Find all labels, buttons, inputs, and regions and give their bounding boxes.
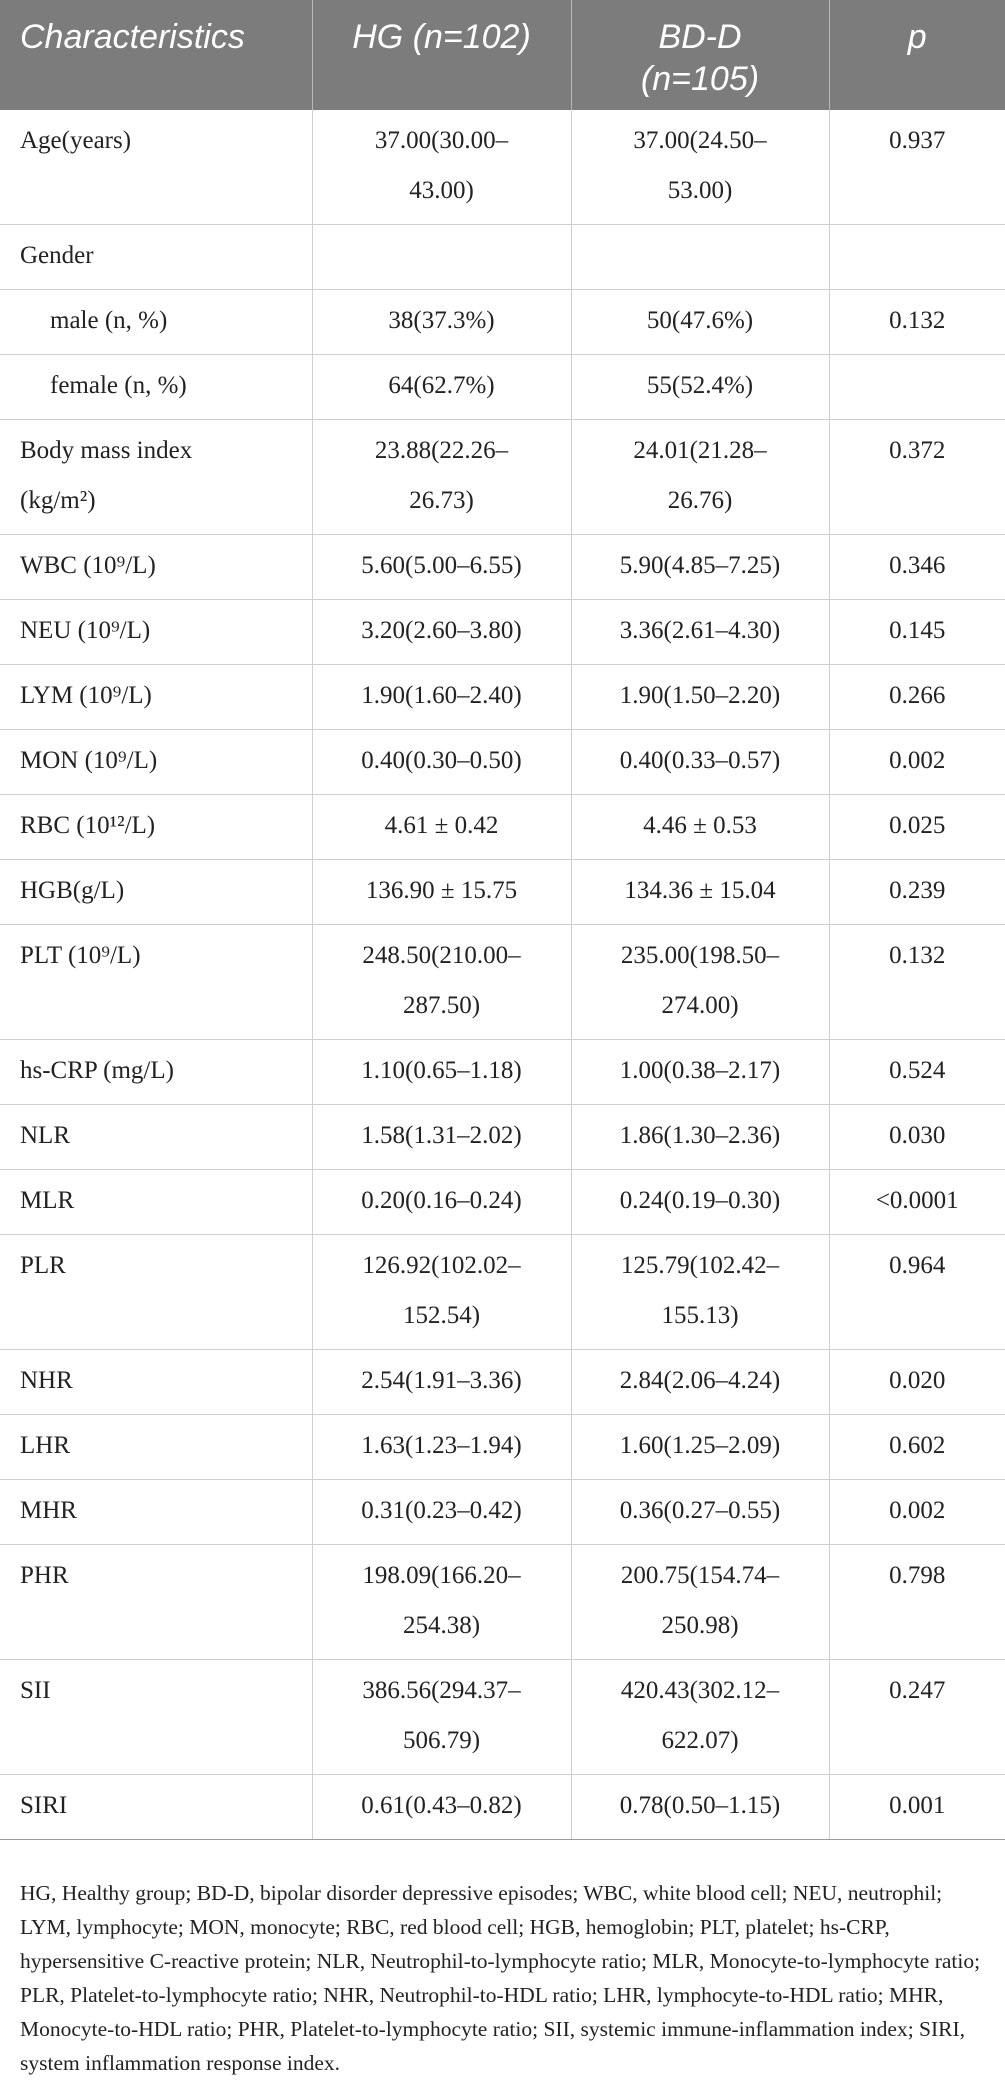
hg-value: 1.63(1.23–1.94) — [312, 1415, 571, 1480]
hg-value: 64(62.7%) — [312, 355, 571, 420]
table-row — [0, 535, 1005, 600]
row-label: Body mass index (kg/m²) — [0, 420, 312, 535]
hg-value: 1.90(1.60–2.40) — [312, 665, 571, 730]
table-row — [0, 1545, 1005, 1660]
hg-value: 136.90 ± 15.75 — [312, 860, 571, 925]
bdd-value: 200.75(154.74– 250.98) — [571, 1545, 829, 1660]
p-value: 0.025 — [829, 795, 1005, 860]
bdd-value: 134.36 ± 15.04 — [571, 860, 829, 925]
table-row — [0, 420, 1005, 535]
table-row — [0, 1775, 1005, 1840]
table-row — [0, 1235, 1005, 1350]
row-label: MHR — [0, 1480, 312, 1545]
p-value: 0.239 — [829, 860, 1005, 925]
table-row — [0, 795, 1005, 860]
bdd-value: 0.36(0.27–0.55) — [571, 1480, 829, 1545]
table-row — [0, 1350, 1005, 1415]
bdd-value: 24.01(21.28– 26.76) — [571, 420, 829, 535]
row-label: female (n, %) — [0, 355, 312, 420]
hg-value: 0.40(0.30–0.50) — [312, 730, 571, 795]
table-row — [0, 290, 1005, 355]
row-label: PHR — [0, 1545, 312, 1660]
p-value: 0.001 — [829, 1775, 1005, 1840]
bdd-value: 420.43(302.12– 622.07) — [571, 1660, 829, 1775]
row-label: hs-CRP (mg/L) — [0, 1040, 312, 1105]
p-value: 0.247 — [829, 1660, 1005, 1775]
table-body — [0, 110, 1005, 1840]
hg-value: 3.20(2.60–3.80) — [312, 600, 571, 665]
hg-value: 0.61(0.43–0.82) — [312, 1775, 571, 1840]
row-label: LHR — [0, 1415, 312, 1480]
table-row — [0, 730, 1005, 795]
p-value: 0.020 — [829, 1350, 1005, 1415]
p-value: 0.030 — [829, 1105, 1005, 1170]
table-row — [0, 1105, 1005, 1170]
row-label: RBC (10¹²/L) — [0, 795, 312, 860]
bdd-value: 1.60(1.25–2.09) — [571, 1415, 829, 1480]
row-label: SII — [0, 1660, 312, 1775]
table-row — [0, 600, 1005, 665]
bdd-value: 55(52.4%) — [571, 355, 829, 420]
p-value: 0.132 — [829, 925, 1005, 1040]
hg-value: 248.50(210.00– 287.50) — [312, 925, 571, 1040]
p-value — [829, 355, 1005, 420]
header-bdd: BD-D (n=105) — [571, 0, 829, 110]
hg-value: 1.10(0.65–1.18) — [312, 1040, 571, 1105]
hg-value — [312, 225, 571, 290]
bdd-value: 1.90(1.50–2.20) — [571, 665, 829, 730]
hg-value: 0.31(0.23–0.42) — [312, 1480, 571, 1545]
header-hg: HG (n=102) — [312, 0, 571, 110]
p-value: 0.266 — [829, 665, 1005, 730]
bdd-value — [571, 225, 829, 290]
p-value: 0.798 — [829, 1545, 1005, 1660]
row-label: PLT (10⁹/L) — [0, 925, 312, 1040]
table-row — [0, 925, 1005, 1040]
table-row — [0, 1415, 1005, 1480]
header-p: p — [829, 0, 1005, 110]
bdd-value: 3.36(2.61–4.30) — [571, 600, 829, 665]
hg-value: 0.20(0.16–0.24) — [312, 1170, 571, 1235]
bdd-value: 1.86(1.30–2.36) — [571, 1105, 829, 1170]
bdd-value: 0.78(0.50–1.15) — [571, 1775, 829, 1840]
hg-value: 198.09(166.20– 254.38) — [312, 1545, 571, 1660]
hg-value: 1.58(1.31–2.02) — [312, 1105, 571, 1170]
table-row — [0, 225, 1005, 290]
bdd-value: 37.00(24.50– 53.00) — [571, 110, 829, 225]
hg-value: 126.92(102.02– 152.54) — [312, 1235, 571, 1350]
table-footnote: HG, Healthy group; BD-D, bipolar disorder depressive episodes; WBC, white blood cell; NEU, neutrophil; LYM, lymphocyte; MON, monocyte; RBC, red blood cell; HGB, hemoglobin; PLT, platelet; hs-CRP, hypersensitive C-reactive protein; NLR, Neutrophil-to-lymphocyte ratio; MLR, Monocyte-to-lymphocyte ratio; PLR, Platelet-to-lymphocyte ratio; NHR, Neutrophil-to-HDL ratio; LHR, lymphocyte-to-HDL ratio; MHR, Monocyte-to-HDL ratio; PHR, Platelet-to-lymphocyte ratio; SII, systemic immune-inflammation index; SIRI, system inflammation response index. — [20, 1881, 981, 2075]
hg-value: 23.88(22.26– 26.73) — [312, 420, 571, 535]
hg-value: 2.54(1.91–3.36) — [312, 1350, 571, 1415]
row-label: PLR — [0, 1235, 312, 1350]
hg-value: 386.56(294.37– 506.79) — [312, 1660, 571, 1775]
bdd-value: 2.84(2.06–4.24) — [571, 1350, 829, 1415]
row-label: NHR — [0, 1350, 312, 1415]
row-label: male (n, %) — [0, 290, 312, 355]
table-row — [0, 1040, 1005, 1105]
bdd-value: 0.40(0.33–0.57) — [571, 730, 829, 795]
bdd-value: 235.00(198.50– 274.00) — [571, 925, 829, 1040]
bdd-value: 125.79(102.42– 155.13) — [571, 1235, 829, 1350]
p-value: 0.372 — [829, 420, 1005, 535]
row-label: WBC (10⁹/L) — [0, 535, 312, 600]
p-value: 0.002 — [829, 730, 1005, 795]
header-row — [0, 0, 1005, 110]
hg-value: 38(37.3%) — [312, 290, 571, 355]
row-label: Gender — [0, 225, 312, 290]
header-characteristics: Characteristics — [0, 0, 312, 110]
hg-value: 37.00(30.00– 43.00) — [312, 110, 571, 225]
row-label: MLR — [0, 1170, 312, 1235]
p-value: 0.132 — [829, 290, 1005, 355]
p-value: 0.602 — [829, 1415, 1005, 1480]
table-row — [0, 1660, 1005, 1775]
row-label: MON (10⁹/L) — [0, 730, 312, 795]
row-label: Age(years) — [0, 110, 312, 225]
hg-value: 5.60(5.00–6.55) — [312, 535, 571, 600]
p-value: 0.937 — [829, 110, 1005, 225]
row-label: NEU (10⁹/L) — [0, 600, 312, 665]
row-label: SIRI — [0, 1775, 312, 1840]
bdd-value: 50(47.6%) — [571, 290, 829, 355]
row-label: LYM (10⁹/L) — [0, 665, 312, 730]
bdd-value: 4.46 ± 0.53 — [571, 795, 829, 860]
p-value: 0.524 — [829, 1040, 1005, 1105]
table-row — [0, 1170, 1005, 1235]
table-row — [0, 860, 1005, 925]
table-row — [0, 1480, 1005, 1545]
p-value: <0.0001 — [829, 1170, 1005, 1235]
bdd-value: 1.00(0.38–2.17) — [571, 1040, 829, 1105]
p-value: 0.002 — [829, 1480, 1005, 1545]
bdd-value: 0.24(0.19–0.30) — [571, 1170, 829, 1235]
p-value — [829, 225, 1005, 290]
p-value: 0.346 — [829, 535, 1005, 600]
table-row — [0, 665, 1005, 730]
table-row — [0, 355, 1005, 420]
row-label: HGB(g/L) — [0, 860, 312, 925]
p-value: 0.145 — [829, 600, 1005, 665]
bdd-value: 5.90(4.85–7.25) — [571, 535, 829, 600]
hg-value: 4.61 ± 0.42 — [312, 795, 571, 860]
table-row — [0, 110, 1005, 225]
p-value: 0.964 — [829, 1235, 1005, 1350]
row-label: NLR — [0, 1105, 312, 1170]
